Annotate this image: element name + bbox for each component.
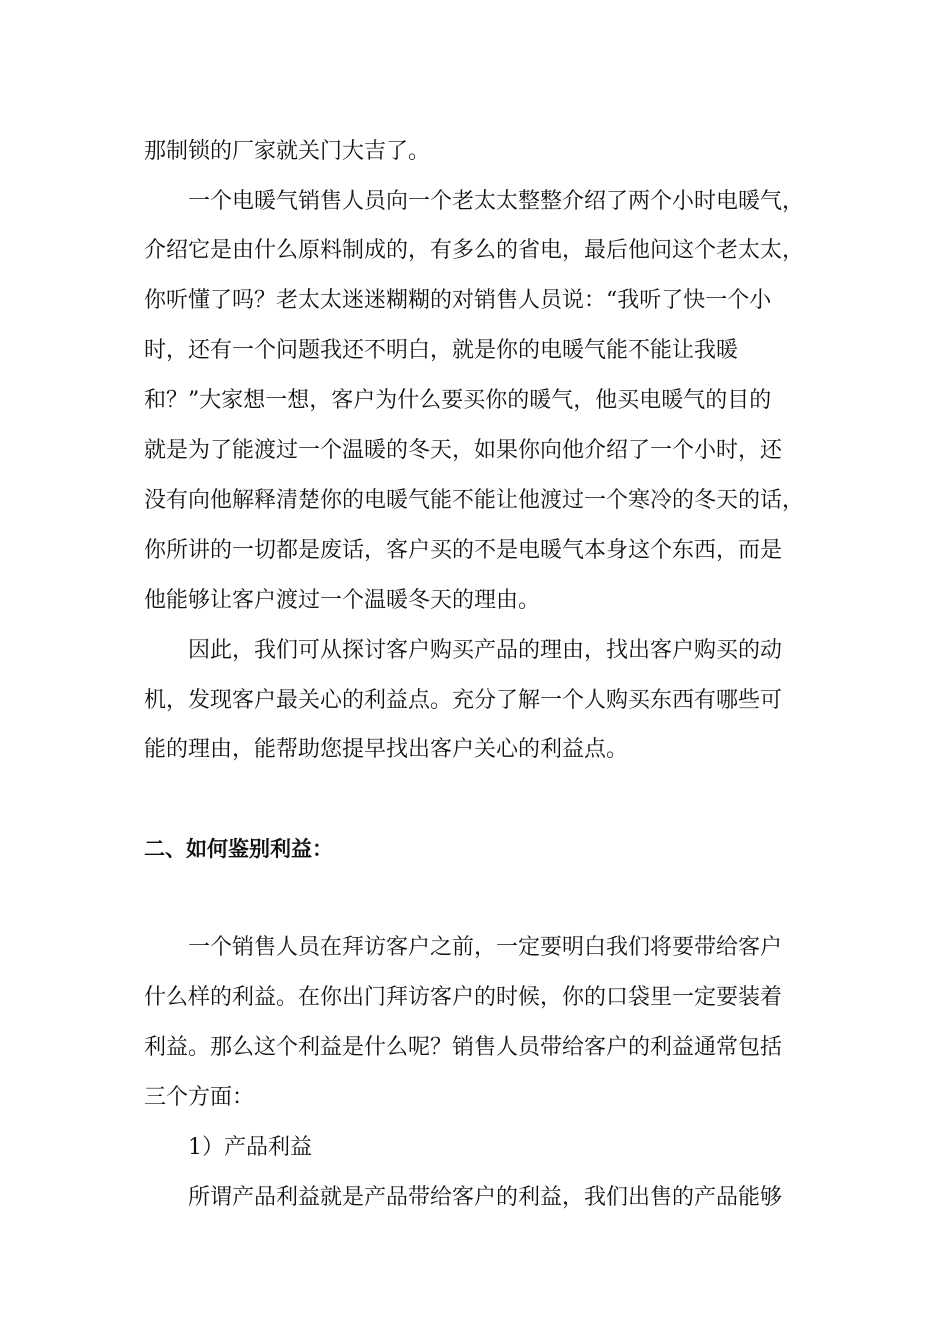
body-line: 就是为了能渡过一个温暖的冬天，如果你向他介绍了一个小时，还 [144,438,783,463]
body-line: 和？”大家想一想，客户为什么要买你的暖气，他买电暖气的目的 [144,388,772,413]
body-line: 利益。那么这个利益是什么呢？销售人员带给客户的利益通常包括 [144,1035,783,1060]
body-line: 你所讲的一切都是废话，客户买的不是电暖气本身这个东西，而是 [144,538,783,563]
body-line: 那制锁的厂家就关门大吉了。 [144,139,431,164]
section-heading: 二、如何鉴别利益： [144,837,333,861]
paragraph-first-line: 因此，我们可从探讨客户购买产品的理由，找出客户购买的动 [188,638,783,663]
paragraph-first-line: 一个电暖气销售人员向一个老太太整整介绍了两个小时电暖气， [188,189,805,214]
paragraph-first-line: 一个销售人员在拜访客户之前，一定要明白我们将要带给客户 [188,935,783,960]
body-line: 能的理由，能帮助您提早找出客户关心的利益点。 [144,737,629,762]
list-item-label: 1）产品利益 [188,1135,312,1160]
body-line: 他能够让客户渡过一个温暖冬天的理由。 [144,588,541,613]
body-line: 什么样的利益。在你出门拜访客户的时候，你的口袋里一定要装着 [144,985,783,1010]
body-line: 时，还有一个问题我还不明白，就是你的电暖气能不能让我暖 [144,338,739,363]
body-line: 机，发现客户最关心的利益点。充分了解一个人购买东西有哪些可 [144,688,783,713]
body-line: 三个方面： [144,1085,255,1110]
body-line: 你听懂了吗？老太太迷迷糊糊的对销售人员说：“我听了快一个小 [144,288,772,313]
body-line: 没有向他解释清楚你的电暖气能不能让他渡过一个寒冷的冬天的话， [144,488,805,513]
body-line: 介绍它是由什么原料制成的，有多么的省电，最后他问这个老太太， [144,238,805,263]
paragraph-first-line: 所谓产品利益就是产品带给客户的利益，我们出售的产品能够 [188,1185,783,1210]
